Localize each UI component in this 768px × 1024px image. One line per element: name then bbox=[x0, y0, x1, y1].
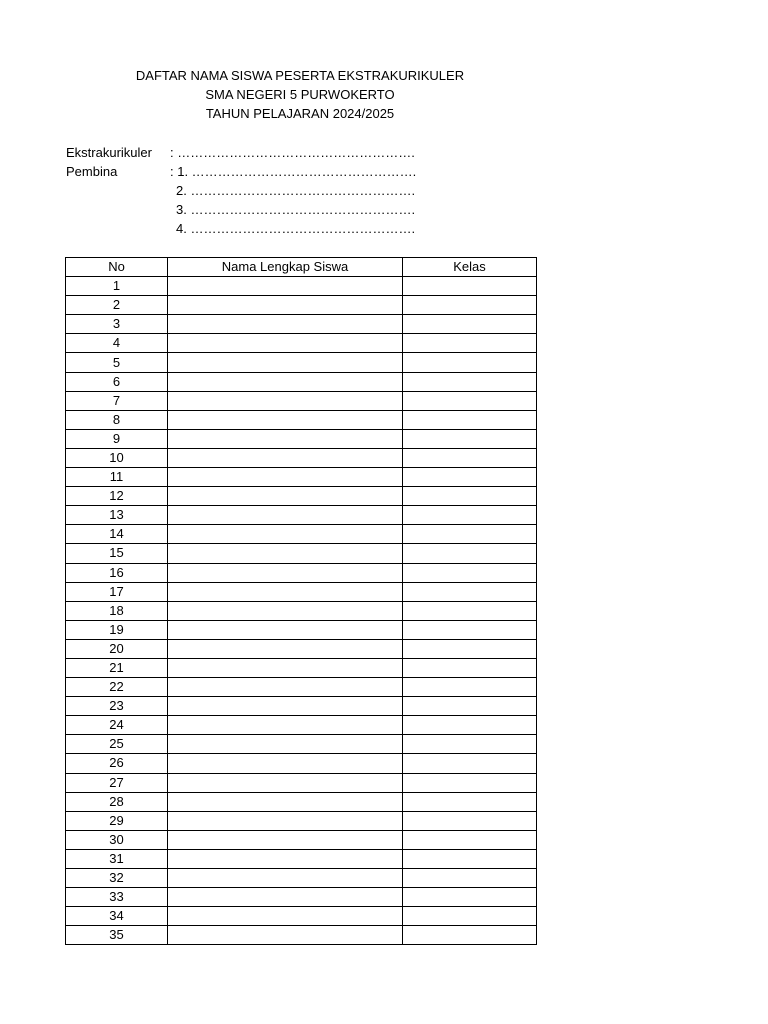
student-name-cell[interactable] bbox=[168, 563, 403, 582]
class-cell[interactable] bbox=[403, 869, 537, 888]
student-name-cell[interactable] bbox=[168, 754, 403, 773]
class-cell[interactable] bbox=[403, 506, 537, 525]
table-row bbox=[66, 830, 537, 849]
student-name-cell[interactable] bbox=[168, 334, 403, 353]
table-row bbox=[66, 678, 537, 697]
student-name-cell[interactable] bbox=[168, 525, 403, 544]
class-cell[interactable] bbox=[403, 525, 537, 544]
row-number: 1 bbox=[66, 277, 168, 296]
table-row bbox=[66, 429, 537, 448]
table-row bbox=[66, 525, 537, 544]
student-name-cell[interactable] bbox=[168, 315, 403, 334]
class-cell[interactable] bbox=[403, 830, 537, 849]
table-row bbox=[66, 658, 537, 677]
table-row bbox=[66, 334, 537, 353]
table-row bbox=[66, 926, 537, 945]
student-name-cell[interactable] bbox=[168, 830, 403, 849]
header-nama: Nama Lengkap Siswa bbox=[168, 258, 403, 277]
table-row bbox=[66, 468, 537, 487]
row-number: 25 bbox=[66, 735, 168, 754]
table-row bbox=[66, 639, 537, 658]
title-line-2: SMA NEGERI 5 PURWOKERTO bbox=[205, 87, 395, 102]
class-cell[interactable] bbox=[403, 754, 537, 773]
ekstrakurikuler-label: Ekstrakurikuler bbox=[66, 145, 152, 160]
row-number: 15 bbox=[66, 544, 168, 563]
table-row bbox=[66, 773, 537, 792]
class-cell[interactable] bbox=[403, 391, 537, 410]
document-title bbox=[100, 66, 500, 123]
table-row bbox=[66, 811, 537, 830]
table-row bbox=[66, 620, 537, 639]
table-row bbox=[66, 888, 537, 907]
row-number: 3 bbox=[66, 315, 168, 334]
table-row bbox=[66, 391, 537, 410]
student-name-cell[interactable] bbox=[168, 773, 403, 792]
class-cell[interactable] bbox=[403, 277, 537, 296]
row-number: 9 bbox=[66, 429, 168, 448]
student-name-cell[interactable] bbox=[168, 620, 403, 639]
class-cell[interactable] bbox=[403, 773, 537, 792]
row-number: 33 bbox=[66, 888, 168, 907]
class-cell[interactable] bbox=[403, 601, 537, 620]
row-number: 22 bbox=[66, 678, 168, 697]
row-number: 30 bbox=[66, 830, 168, 849]
class-cell[interactable] bbox=[403, 888, 537, 907]
class-cell[interactable] bbox=[403, 639, 537, 658]
student-name-cell[interactable] bbox=[168, 601, 403, 620]
class-cell[interactable] bbox=[403, 716, 537, 735]
student-name-cell[interactable] bbox=[168, 277, 403, 296]
student-name-cell[interactable] bbox=[168, 353, 403, 372]
student-name-cell[interactable] bbox=[168, 907, 403, 926]
row-number: 32 bbox=[66, 869, 168, 888]
table-row bbox=[66, 315, 537, 334]
table-row bbox=[66, 277, 537, 296]
student-name-cell[interactable] bbox=[168, 716, 403, 735]
student-name-cell[interactable] bbox=[168, 678, 403, 697]
row-number: 14 bbox=[66, 525, 168, 544]
table-row bbox=[66, 735, 537, 754]
student-name-cell[interactable] bbox=[168, 391, 403, 410]
row-number: 13 bbox=[66, 506, 168, 525]
row-number: 16 bbox=[66, 563, 168, 582]
student-name-cell[interactable] bbox=[168, 582, 403, 601]
row-number: 5 bbox=[66, 353, 168, 372]
row-number: 26 bbox=[66, 754, 168, 773]
student-roster-table bbox=[65, 257, 537, 945]
row-number: 20 bbox=[66, 639, 168, 658]
table-row bbox=[66, 372, 537, 391]
student-name-cell[interactable] bbox=[168, 926, 403, 945]
class-cell[interactable] bbox=[403, 468, 537, 487]
row-number: 11 bbox=[66, 468, 168, 487]
student-name-cell[interactable] bbox=[168, 849, 403, 868]
student-name-cell[interactable] bbox=[168, 544, 403, 563]
class-cell[interactable] bbox=[403, 563, 537, 582]
row-number: 21 bbox=[66, 658, 168, 677]
student-name-cell[interactable] bbox=[168, 448, 403, 467]
row-number: 2 bbox=[66, 296, 168, 315]
class-cell[interactable] bbox=[403, 849, 537, 868]
row-number: 19 bbox=[66, 620, 168, 639]
row-number: 6 bbox=[66, 372, 168, 391]
table-row bbox=[66, 907, 537, 926]
student-name-cell[interactable] bbox=[168, 811, 403, 830]
row-number: 31 bbox=[66, 849, 168, 868]
table-row bbox=[66, 506, 537, 525]
student-name-cell[interactable] bbox=[168, 869, 403, 888]
row-number: 24 bbox=[66, 716, 168, 735]
student-name-cell[interactable] bbox=[168, 487, 403, 506]
ekstrakurikuler-value[interactable]: : ………………………………………………. bbox=[170, 145, 415, 160]
class-cell[interactable] bbox=[403, 372, 537, 391]
class-cell[interactable] bbox=[403, 448, 537, 467]
table-row bbox=[66, 792, 537, 811]
header-kelas: Kelas bbox=[403, 258, 537, 277]
student-name-cell[interactable] bbox=[168, 429, 403, 448]
row-number: 27 bbox=[66, 773, 168, 792]
class-cell[interactable] bbox=[403, 315, 537, 334]
student-name-cell[interactable] bbox=[168, 792, 403, 811]
row-number: 35 bbox=[66, 926, 168, 945]
pembina-label: Pembina bbox=[66, 164, 118, 179]
pembina-item-4[interactable]: 4. ……………………………………………. bbox=[176, 221, 416, 236]
title-line-3: TAHUN PELAJARAN 2024/2025 bbox=[205, 106, 395, 121]
class-cell[interactable] bbox=[403, 678, 537, 697]
header-no: No bbox=[66, 258, 168, 277]
student-name-cell[interactable] bbox=[168, 658, 403, 677]
table-row bbox=[66, 410, 537, 429]
class-cell[interactable] bbox=[403, 620, 537, 639]
table-row bbox=[66, 296, 537, 315]
class-cell[interactable] bbox=[403, 907, 537, 926]
table-row bbox=[66, 544, 537, 563]
student-name-cell[interactable] bbox=[168, 410, 403, 429]
class-cell[interactable] bbox=[403, 926, 537, 945]
student-name-cell[interactable] bbox=[168, 296, 403, 315]
pembina-item-2[interactable]: 2. ……………………………………………. bbox=[176, 183, 416, 198]
row-number: 29 bbox=[66, 811, 168, 830]
table-row bbox=[66, 849, 537, 868]
row-number: 7 bbox=[66, 391, 168, 410]
pembina-item-3[interactable]: 3. ……………………………………………. bbox=[176, 202, 416, 217]
table-header-row bbox=[66, 258, 537, 277]
class-cell[interactable] bbox=[403, 410, 537, 429]
row-number: 23 bbox=[66, 697, 168, 716]
class-cell[interactable] bbox=[403, 487, 537, 506]
table-body bbox=[66, 277, 537, 945]
student-name-cell[interactable] bbox=[168, 639, 403, 658]
table-row bbox=[66, 487, 537, 506]
row-number: 8 bbox=[66, 410, 168, 429]
class-cell[interactable] bbox=[403, 544, 537, 563]
class-cell[interactable] bbox=[403, 697, 537, 716]
class-cell[interactable] bbox=[403, 334, 537, 353]
table-row bbox=[66, 563, 537, 582]
student-name-cell[interactable] bbox=[168, 888, 403, 907]
class-cell[interactable] bbox=[403, 296, 537, 315]
row-number: 34 bbox=[66, 907, 168, 926]
table-row bbox=[66, 716, 537, 735]
table-row bbox=[66, 697, 537, 716]
class-cell[interactable] bbox=[403, 353, 537, 372]
table-row bbox=[66, 353, 537, 372]
class-cell[interactable] bbox=[403, 429, 537, 448]
title-line-1: DAFTAR NAMA SISWA PESERTA EKSTRAKURIKULER bbox=[135, 68, 465, 83]
table-row bbox=[66, 601, 537, 620]
student-name-cell[interactable] bbox=[168, 506, 403, 525]
row-number: 4 bbox=[66, 334, 168, 353]
table-row bbox=[66, 869, 537, 888]
row-number: 12 bbox=[66, 487, 168, 506]
student-name-cell[interactable] bbox=[168, 697, 403, 716]
row-number: 10 bbox=[66, 448, 168, 467]
pembina-item-1[interactable]: : 1. ……………………………………………. bbox=[170, 164, 417, 179]
table-row bbox=[66, 754, 537, 773]
row-number: 28 bbox=[66, 792, 168, 811]
student-name-cell[interactable] bbox=[168, 468, 403, 487]
student-name-cell[interactable] bbox=[168, 735, 403, 754]
class-cell[interactable] bbox=[403, 658, 537, 677]
row-number: 17 bbox=[66, 582, 168, 601]
class-cell[interactable] bbox=[403, 792, 537, 811]
class-cell[interactable] bbox=[403, 735, 537, 754]
table-row bbox=[66, 582, 537, 601]
table-row bbox=[66, 448, 537, 467]
class-cell[interactable] bbox=[403, 582, 537, 601]
student-name-cell[interactable] bbox=[168, 372, 403, 391]
row-number: 18 bbox=[66, 601, 168, 620]
class-cell[interactable] bbox=[403, 811, 537, 830]
